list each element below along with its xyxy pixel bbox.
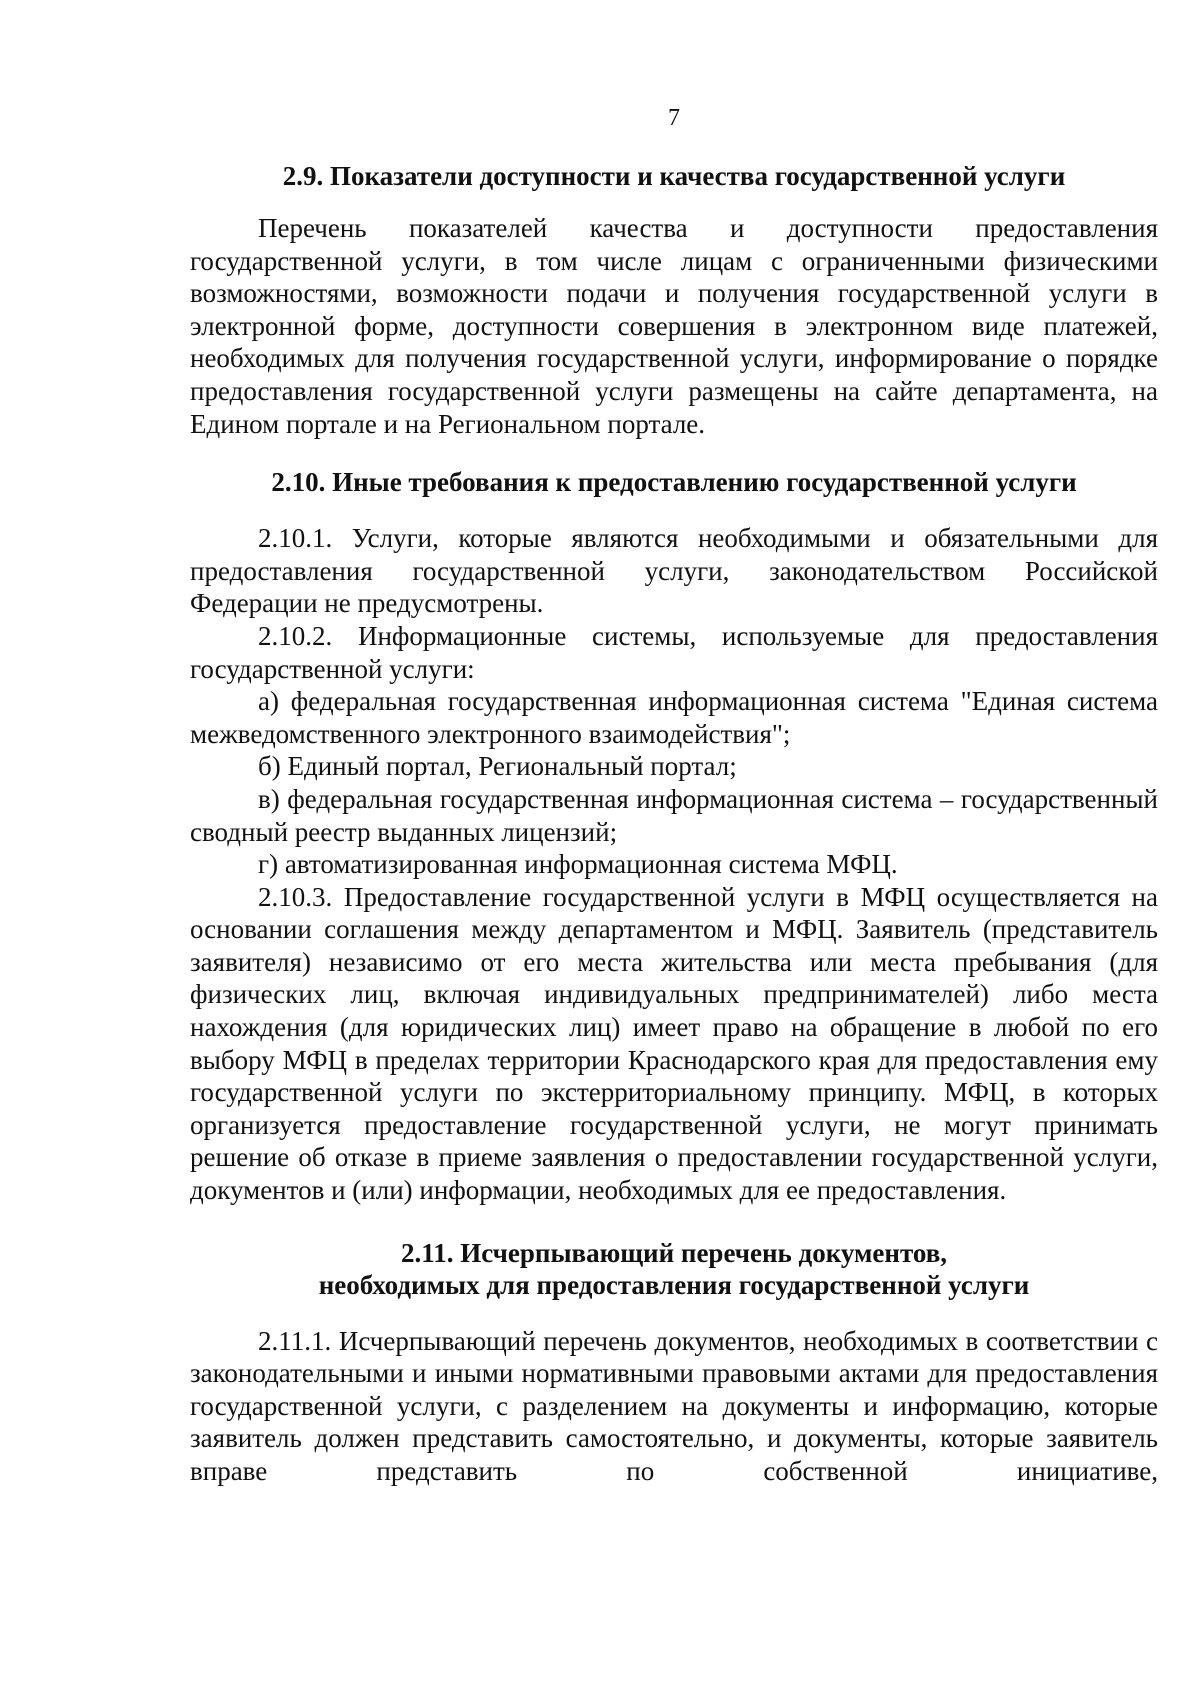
paragraph-2-9: Перечень показателей качества и доступности предоставления государственной услуги, в том числе лицам с ограниченными физическими возможностями, возможности подачи и получения государственной услуги в электронной форме, доступности совершения в электронном виде платежей, необходимых для получения государственной услуги, информирование о порядке предоставления государственной услуги размещены на сайте департамента, на Едином портале и на Региональном портале. [190,213,1158,439]
section-heading-2-11-line1: 2.11. Исчерпывающий перечень документов, [400,1237,948,1268]
section-heading-2-11-line2: необходимых для предоставления государственной услуги [318,1269,1030,1300]
section-heading-2-9: 2.9. Показатели доступности и качества государственной услуги [282,161,1066,191]
section-heading-2-11 [190,1237,1158,1301]
list-item-b: б) Единый портал, Региональный портал; [258,751,737,782]
paragraph-2-10-3: 2.10.3. Предоставление государственной услуги в МФЦ осуществляется на основании соглашения между департаментом и МФЦ. Заявитель (представитель заявителя) независимо от его места жительства или места пребывания (для физических лиц, включая индивидуальных предпринимателей) либо места нахождения (для юридических лиц) имеет право на обращение в любой по его выбору МФЦ в пределах территории Краснодарского края для предоставления ему государственной услуги по экстерриториальному принципу. МФЦ, в которых организуется предоставление государственной услуги, не могут принимать решение об отказе в приеме заявления о предоставлении государственной услуги, документов и (или) информации, необходимых для ее предоставления. [190,881,1158,1206]
page-number: 7 [668,105,680,131]
paragraph-2-11-1: 2.11.1. Исчерпывающий перечень документов, необходимых в соответствии с законодательными и иными нормативными правовыми актами для предоставления государственной услуги, с разделением на документы и информацию, которые заявитель должен представить самостоятельно, и документы, которые заявитель вправе представить по собственной инициативе, [190,1325,1158,1486]
page-content [190,104,1158,1488]
list-item-g: г) автоматизированная информационная система МФЦ. [258,849,898,880]
list-item-a: а) федеральная государственная информационная система "Единая система межведомственного электронного взаимодействия"; [190,686,1158,749]
paragraph-2-10-2: 2.10.2. Информационные системы, используемые для предоставления государственной услуги: [190,620,1158,684]
section-heading-2-10: 2.10. Иные требования к предоставлению государственной услуги [271,467,1077,498]
paragraph-2-10-1: 2.10.1. Услуги, которые являются необходимыми и обязательными для предоставления государственной услуги, законодательством Российской Федерации не предусмотрены. [190,523,1158,619]
list-item-v: в) федеральная государственная информационная система – государственный сводный реестр выданных лицензий; [190,783,1158,847]
